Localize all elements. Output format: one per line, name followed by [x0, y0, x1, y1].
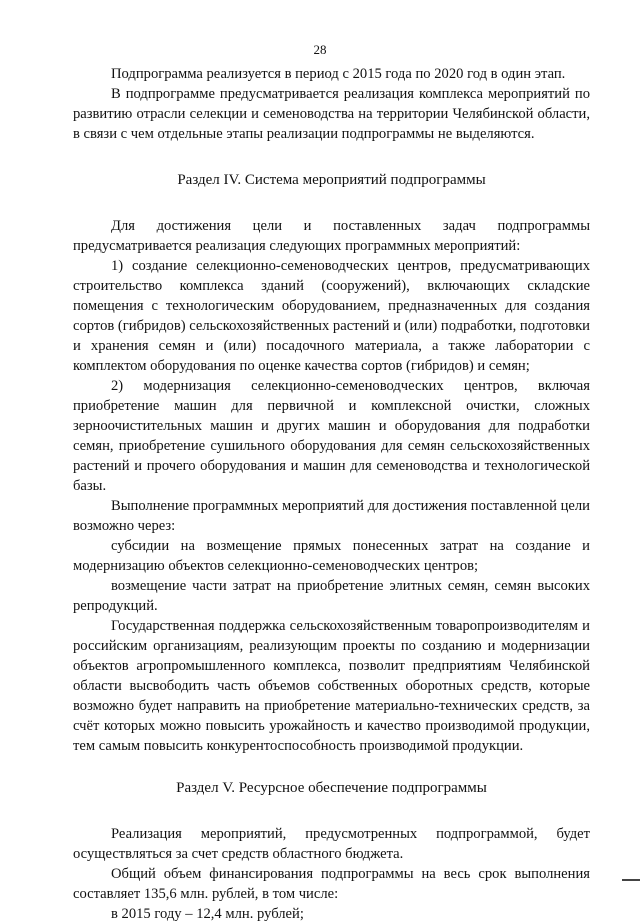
paragraph-measure-1: 1) создание селекционно-семеноводческих центров, предусматривающих строительство комплекса зданий (сооружений), включающих складские помещения с технологическим оборудованием, предназначенных для создания сортов (гибридов) сельскохозяйственных растений и (или) подработки, подготовки и хранения семян и (или) посадочного материала, а также лаборатории с комплектом оборудования по оценке качества сортов (гибридов) и семян; [73, 258, 590, 374]
paragraph-state-support: Государственная поддержка сельскохозяйственным товаропроизводителям и российским организациям, реализующим проекты по созданию и модернизации объектов агропромышленного комплекса, позволит предприятиям Челябинской области высвободить часть объемов собственных оборотных средств, которые возможно будет направить на приобретение материально-технических средств, за счёт которых можно повысить урожайность и качество производимой продукции, тем самым повысить конкурентоспособность производимой продукции. [73, 618, 590, 754]
paragraph-subsidies: субсидии на возмещение прямых понесенных затрат на создание и модернизацию объектов селекционно-семеноводческих центров; [73, 538, 590, 574]
paragraph-total-funding: Общий объем финансирования подпрограммы на весь срок выполнения составляет 135,6 млн. рублей, в том числе: [73, 866, 590, 902]
paragraph-measure-2: 2) модернизация селекционно-семеноводческих центров, включая приобретение машин для первичной и комплексной очистки, сложных зерноочистительных машин и других машин и оборудования для подработки семян, приобретение сушильного оборудования для семян сельскохозяйственных растений и прочего оборудования и машин для семеноводства и технологической базы. [73, 378, 590, 494]
document-body [73, 64, 590, 924]
paragraph-no-stages: В подпрограмме предусматривается реализация комплекса мероприятий по развитию отрасли селекции и семеноводства на территории Челябинской области, в связи с чем отдельные этапы реализации подпрограммы не выделяются. [73, 86, 590, 142]
section-5-heading: Раздел V. Ресурсное обеспечение подпрограммы [176, 780, 487, 796]
paragraph-period: Подпрограмма реализуется в период с 2015 года по 2020 год в один этап. [111, 66, 566, 82]
paragraph-funding-2015: в 2015 году – 12,4 млн. рублей; [111, 906, 304, 922]
paragraph-measures-intro: Для достижения цели и поставленных задач подпрограммы предусматривается реализация следующих программных мероприятий: [73, 218, 590, 254]
scan-edge-mark [622, 879, 640, 881]
paragraph-budget-source: Реализация мероприятий, предусмотренных подпрограммой, будет осуществляться за счет средств областного бюджета. [73, 826, 590, 862]
section-4-heading: Раздел IV. Система мероприятий подпрограммы [177, 172, 486, 188]
paragraph-seed-compensation: возмещение части затрат на приобретение элитных семян, семян высоких репродукций. [73, 578, 590, 614]
paragraph-execution: Выполнение программных мероприятий для достижения поставленной цели возможно через: [73, 498, 590, 534]
page-number: 28 [313, 42, 327, 57]
